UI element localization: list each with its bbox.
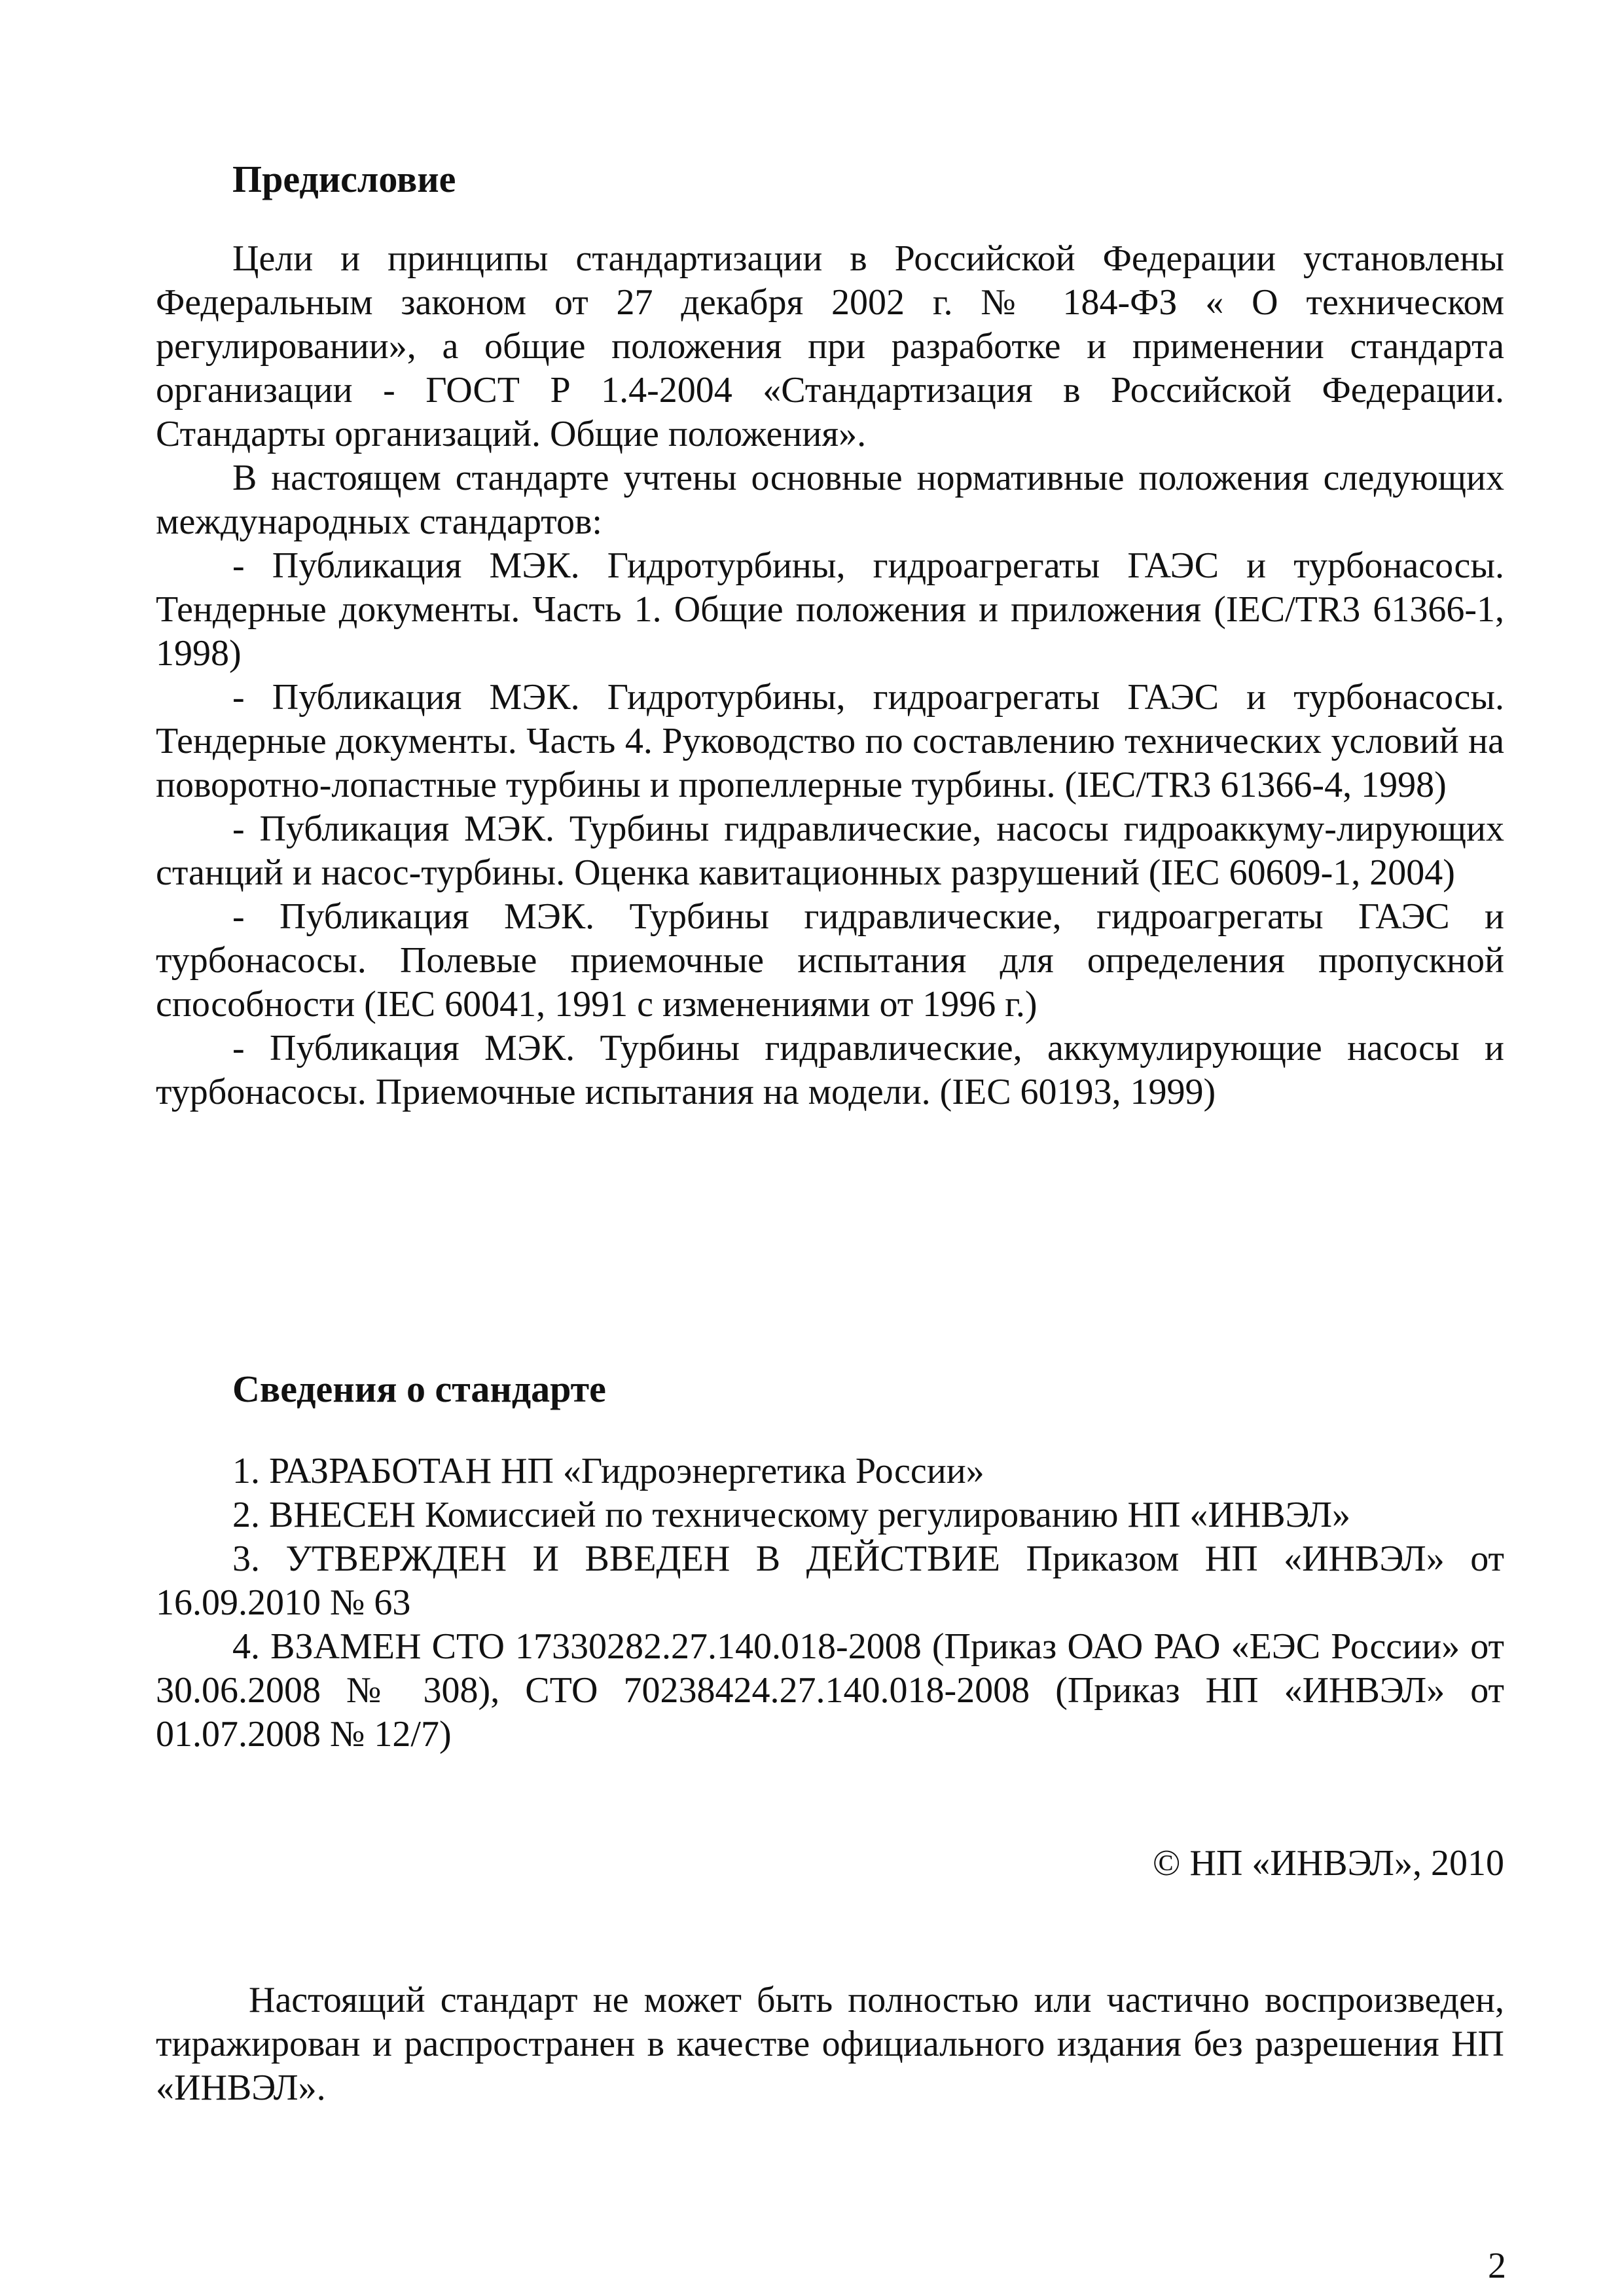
page-number: 2	[1488, 2246, 1506, 2286]
publication-item: - Публикация МЭК. Гидротурбины, гидроагрегаты ГАЭС и турбонасосы. Тендерные документы. Часть 1. Общие положения и приложения (IEC/TR3 61366-1, 1998)	[156, 545, 1504, 674]
copyright-line: © НП «ИНВЭЛ», 2010	[1152, 1843, 1504, 1884]
standard-info-item: 2. ВНЕСЕН Комиссией по техническому регулированию НП «ИНВЭЛ»	[232, 1495, 1351, 1535]
standard-info-heading: Сведения о стандарте	[232, 1368, 606, 1410]
preface-paragraph: Цели и принципы стандартизации в Российской Федерации установлены Федеральным законом от 27 декабря 2002 г. № 184-ФЗ « О техническом регулировании», а общие положения при разработке и применении стандарта организации - ГОСТ Р 1.4-2004 «Стандартизация в Российской Федерации. Стандарты организаций. Общие положения».	[156, 238, 1504, 454]
standard-info-item: 4. ВЗАМЕН СТО 17330282.27.140.018-2008 (Приказ ОАО РАО «ЕЭС России» от 30.06.2008 № 308), СТО 70238424.27.140.018-2008 (Приказ НП «ИНВЭЛ» от 01.07.2008 № 12/7)	[156, 1626, 1504, 1755]
preface-body	[156, 237, 1504, 1114]
publication-item: - Публикация МЭК. Гидротурбины, гидроагрегаты ГАЭС и турбонасосы. Тендерные документы. Часть 4. Руководство по составлению технических условий на поворотно-лопастные турбины и пропеллерные турбины. (IEC/TR3 61366-4, 1998)	[156, 677, 1504, 805]
standard-info-item: 3. УТВЕРЖДЕН И ВВЕДЕН В ДЕЙСТВИЕ Приказом НП «ИНВЭЛ» от 16.09.2010 № 63	[156, 1539, 1504, 1623]
preface-paragraph: В настоящем стандарте учтены основные нормативные положения следующих международных стандартов:	[156, 458, 1504, 542]
reproduction-notice: Настоящий стандарт не может быть полностью или частично воспроизведен, тиражирован и распространен в качестве официального издания без разрешения НП «ИНВЭЛ».	[156, 1980, 1504, 2108]
preface-heading: Предисловие	[232, 158, 456, 200]
publication-item: - Публикация МЭК. Турбины гидравлические, аккумулирующие насосы и турбонасосы. Приемочные испытания на модели. (IEC 60193, 1999)	[156, 1028, 1504, 1112]
publication-item: - Публикация МЭК. Турбины гидравлические, насосы гидроаккуму-лирующих станций и насос-турбины. Оценка кавитационных разрушений (IEC 60609-1, 2004)	[156, 809, 1504, 893]
standard-info-body	[156, 1449, 1504, 1757]
standard-info-item: 1. РАЗРАБОТАН НП «Гидроэнергетика России»	[232, 1451, 984, 1491]
publication-item: - Публикация МЭК. Турбины гидравлические, гидроагрегаты ГАЭС и турбонасосы. Полевые приемочные испытания для определения пропускной способности (IEC 60041, 1991 с изменениями от 1996 г.)	[156, 896, 1504, 1025]
